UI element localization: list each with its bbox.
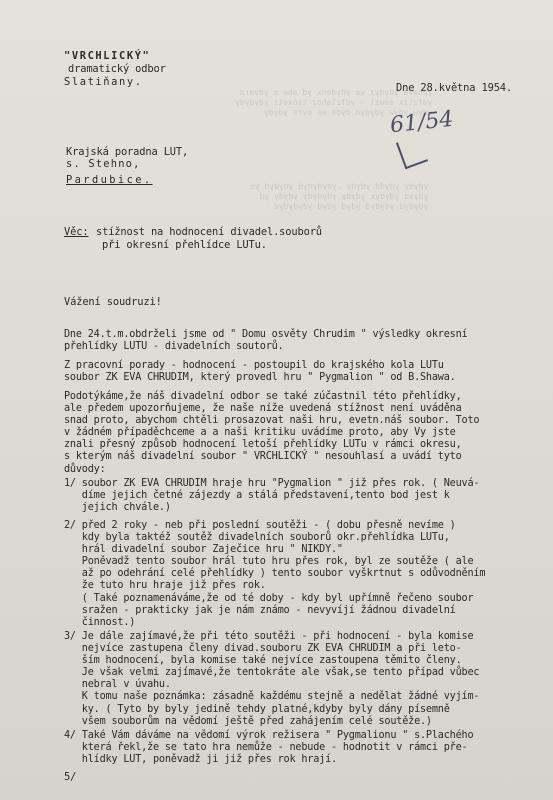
text-line: kdy byla taktéž soutěž divadelních souborů okr.přehlídka LUTu, — [64, 532, 450, 544]
subject-line: stížnost na hodnocení divadel.souborů — [96, 226, 322, 238]
list-item-5-start: 5/ — [64, 771, 77, 783]
list-item-4 — [64, 730, 473, 766]
handwritten-check-mark — [396, 135, 428, 170]
text-line: ( Také poznamenáváme,že od té doby - kdy byl upřímně řečeno soubor — [64, 592, 474, 604]
list-item-1 — [64, 478, 479, 514]
text-line: jejich chvále.) — [64, 502, 171, 514]
text-line: 3/ Je dále zajímavé,že při této soutěži - při hodnocení - byla komise — [64, 631, 474, 642]
text-line: hlídky LUT, poněvadž ji již přes rok hrají. — [64, 754, 337, 766]
text-line: v žádném případěchceme a a naši kritiku uvádíme proto, aby Vy jste — [64, 427, 456, 439]
text-line: díme jejich četné zájezdy a stálá představení,tento bod jest k — [64, 490, 450, 502]
text-line: která řekl,že se tato hra nemůže - nebude - hodnotit v rámci pře- — [64, 742, 468, 754]
text-line: Je však velmi zajímavé,že tentokráte ale však,se tento případ vůbec — [64, 667, 480, 679]
bleed-through-text: ypnava ydydyz ve ydydenx yd abe s ydymrd ydfzlzx eowzl - ydfzlahoz tsoxolz ydydydy ydyw ydyw ydydyd dydk es evrs ydydy — [235, 88, 433, 117]
text-line: nejvíce zastupena členy divad.souboru ZK EVA CHRUDIM a při leto- — [64, 643, 462, 655]
subject-label: Věc: — [64, 226, 89, 238]
recipient-city: Pardubice. — [66, 174, 153, 186]
text-line: hrál divadelní soubor Zaječice hru " NIKDY." — [64, 544, 343, 556]
text-line: soubor ZK EVA CHRUDIM, který provedl hru " Pygmalion " od B.Shawa. — [64, 372, 456, 384]
text-line: ale předem upozorňujeme, že naše níže uvedená stížnost není uváděna — [64, 403, 462, 415]
text-line: všem souborům na vědomí ještě před zahájením celé soutěže.) — [64, 715, 432, 727]
sender-department: dramatický odbor — [68, 63, 166, 75]
list-item-2 — [64, 520, 485, 629]
text-line: až po odehrání celé přehlídky ) tento soubor vyškrtnut s odůvodněním — [64, 568, 486, 580]
bleed-through-text: ydydy ydydd ydydy .ydydydyd ydydyd yd ydyxd ydydyx ydydy ydydydy ydydy yd ydydyd ydydyd ydyd ydyd ydydydyd — [250, 182, 429, 211]
sender-name: "VRCHLICKÝ" — [64, 50, 151, 62]
text-line: ším hodnocení, byla komise také nejvíce zastoupena těmito členy. — [64, 655, 462, 667]
sender-town: Slatiňany. — [64, 76, 143, 88]
text-line: 4/ Také Vám dáváme na vědomí výrok režisera " Pygmalionu " s.Plachého — [64, 730, 474, 741]
text-line: K tomu naše poznámka: zásadně každému stejně a nedělat žádné vyjím- — [64, 691, 480, 703]
text-line: s kterým náš divadelní soubor " VRCHLICKÝ " nesouhlasí a uvádí tyto — [64, 451, 462, 463]
text-line: Z pracovní porady - hodnocení - postoupil do krajského kola LUTu — [64, 360, 444, 371]
text-line: 2/ před 2 roky - neb při poslední soutěži - ( dobu přesně nevíme ) — [64, 520, 456, 531]
text-line: důvody: — [64, 463, 106, 475]
text-line: přehlídky LUTU - divadelních soutorů. — [64, 341, 284, 353]
text-line: snad proto, abychom chtěli prosazovat naši hru, evetn.náš soubor. Toto — [64, 415, 480, 427]
text-line: Podotýkáme,že náš divadelní odbor se také zúčastnil této přehlídky, — [64, 391, 462, 402]
text-line: nebral v úvahu. — [64, 679, 171, 691]
text-line: 1/ soubor ZK EVA CHRUDIM hraje hru "Pygmalion " již přes rok. ( Neuvá- — [64, 478, 480, 489]
text-line: znali přesný způsob hodnocení letoší přehlídky LUTu v rámci okresu, — [64, 439, 462, 451]
letter-date: Dne 28.května 1954. — [396, 82, 513, 94]
recipient-person: s. Stehno, — [66, 158, 141, 170]
text-line: že tuto hru hraje již přes rok. — [64, 580, 266, 592]
paragraph-complaint-intro — [64, 391, 479, 476]
text-line: ky. ( Tyto by byly jedině tehdy platné,kdyby byly dány písemně — [64, 703, 450, 715]
text-line: Poněvadž tento soubor hrál tuto hru přes rok, byl ze soutěže ( ale — [64, 556, 474, 568]
salutation: Vážení soudruzi! — [64, 296, 162, 308]
subject-line: při okresní přehlídce LUTu. — [102, 239, 267, 251]
list-item-3 — [64, 631, 479, 728]
handwritten-reference: 61/54 — [388, 106, 455, 139]
text-line: Dne 24.t.m.obdrželi jsme od " Domu osvěty Chrudim " výsledky okresní — [64, 329, 468, 340]
text-line: činnost.) — [64, 616, 136, 628]
paragraph-advancement — [64, 360, 456, 384]
text-line: sražen - prakticky jak je nám známo - nevyvíjí žádnou divadelní — [64, 604, 456, 616]
recipient-office: Krajská poradna LUT, — [66, 146, 189, 158]
paragraph-results — [64, 329, 467, 353]
